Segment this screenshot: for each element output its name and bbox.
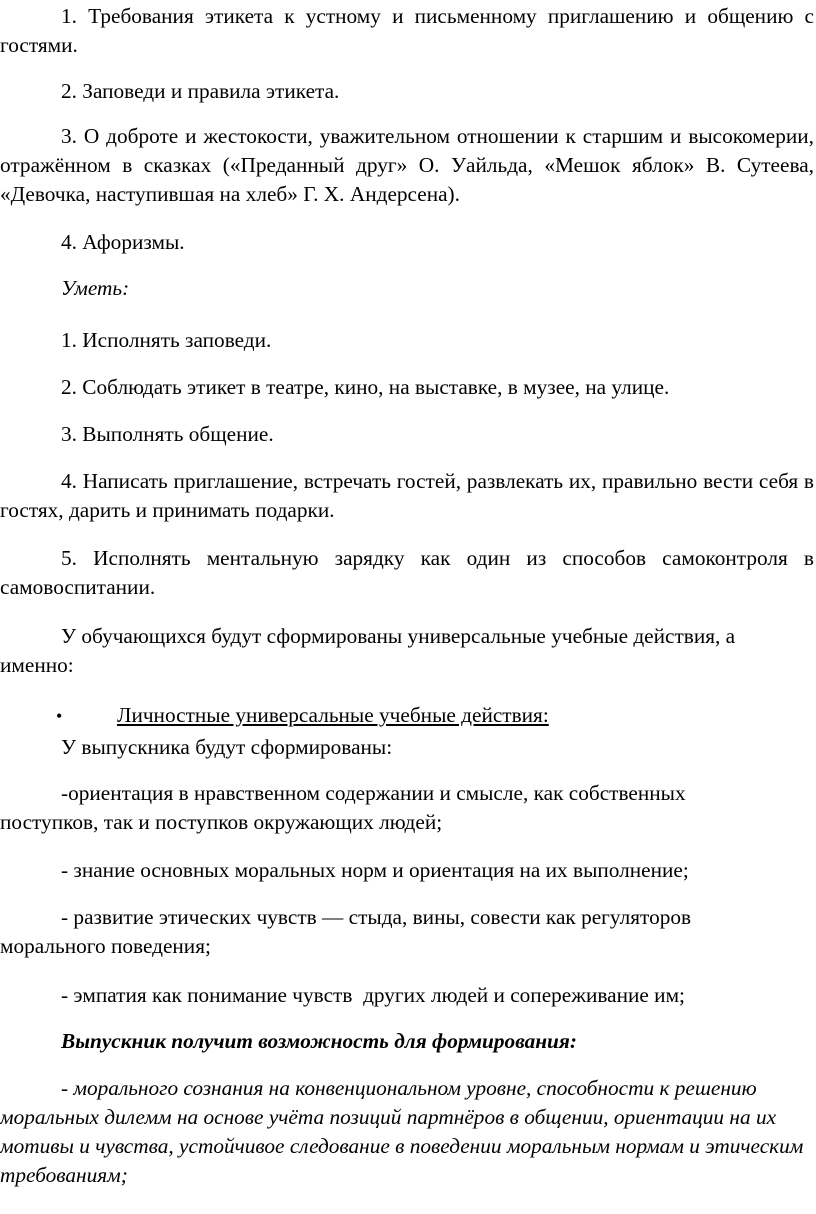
paragraph-text: 4. Написать приглашение, встречать гостей, развлекать их, правильно вести себя в гостях, дарить и принимать подарки.: [0, 469, 814, 522]
dash-prefix: -: [61, 1076, 74, 1100]
heading-text: Уметь:: [61, 276, 130, 300]
paragraph-text: У выпускника будут сформированы:: [61, 735, 393, 759]
heading-opportunity: [0, 1027, 814, 1056]
paragraph-skill-5: [0, 544, 814, 602]
paragraph-feelings: [0, 903, 790, 961]
bullet-personal-uud: [0, 701, 814, 731]
paragraph-text: 2. Соблюдать этикет в театре, кино, на выставке, в музее, на улице.: [61, 375, 670, 399]
paragraph-requirements: [0, 2, 814, 60]
paragraph-knowledge: [0, 856, 814, 885]
paragraph-aphorisms: [0, 228, 814, 257]
paragraph-graduate-formed: [0, 733, 814, 762]
paragraph-text: 2. Заповеди и правила этикета.: [61, 79, 340, 103]
paragraph-text: - эмпатия как понимание чувств других людей и сопереживание им;: [61, 983, 685, 1007]
paragraph-empathy: [0, 981, 814, 1010]
paragraph-text: 4. Афоризмы.: [61, 230, 185, 254]
paragraph-commandments: [0, 77, 814, 106]
heading-umet: [0, 274, 814, 303]
paragraph-opportunity: [0, 1074, 814, 1190]
heading-text: Выпускник получит возможность для формирования:: [61, 1029, 577, 1053]
paragraph-text: 3. Выполнять общение.: [61, 422, 274, 446]
paragraph-text: - развитие этических чувств — стыда, вины, совести как регуляторов морального поведения;: [0, 905, 692, 958]
paragraph-skill-2: [0, 373, 814, 402]
paragraph-skill-4: [0, 467, 814, 525]
paragraph-text: 1. Требования этикета к устному и письменному приглашению и общению с гостями.: [0, 4, 814, 57]
paragraph-skill-1: [0, 326, 814, 355]
paragraph-text: [0, 1074, 814, 1190]
paragraph-orientation: [0, 779, 760, 837]
paragraph-text: -ориентация в нравственном содержании и смысле, как собственных поступков, так и поступков окружающих людей;: [0, 781, 686, 834]
paragraph-skill-3: [0, 420, 814, 449]
paragraph-fairy-tales: [0, 122, 814, 209]
paragraph-text: 5. Исполнять ментальную зарядку как один из способов самоконтроля в самовоспитании.: [0, 546, 814, 599]
paragraph-text: У обучающихся будут сформированы универсальные учебные действия, а именно:: [0, 624, 736, 677]
bullet-label: Личностные универсальные учебные действия:: [117, 703, 549, 727]
opportunity-text: морального сознания на конвенциональном уровне, способности к решению моральных дилемм на основе учёта позиций партнёров в общении, ориентации на их мотивы и чувства, устойчивое следование в поведении моральным нормам и этическим требованиям;: [0, 1076, 804, 1187]
paragraph-text: 3. О доброте и жестокости, уважительном отношении к старшим и высокомерии, отражённом в сказках («Преданный друг» О. Уайльда, «Мешок яблок» В. Сутеева, «Девочка, наступившая на хлеб» Г. Х. Андерсена).: [0, 124, 814, 206]
bullet-icon: •: [56, 706, 63, 726]
paragraph-text: 1. Исполнять заповеди.: [61, 328, 272, 352]
paragraph-text: - знание основных моральных норм и ориентация на их выполнение;: [61, 858, 689, 882]
paragraph-uud-intro: [0, 622, 790, 680]
